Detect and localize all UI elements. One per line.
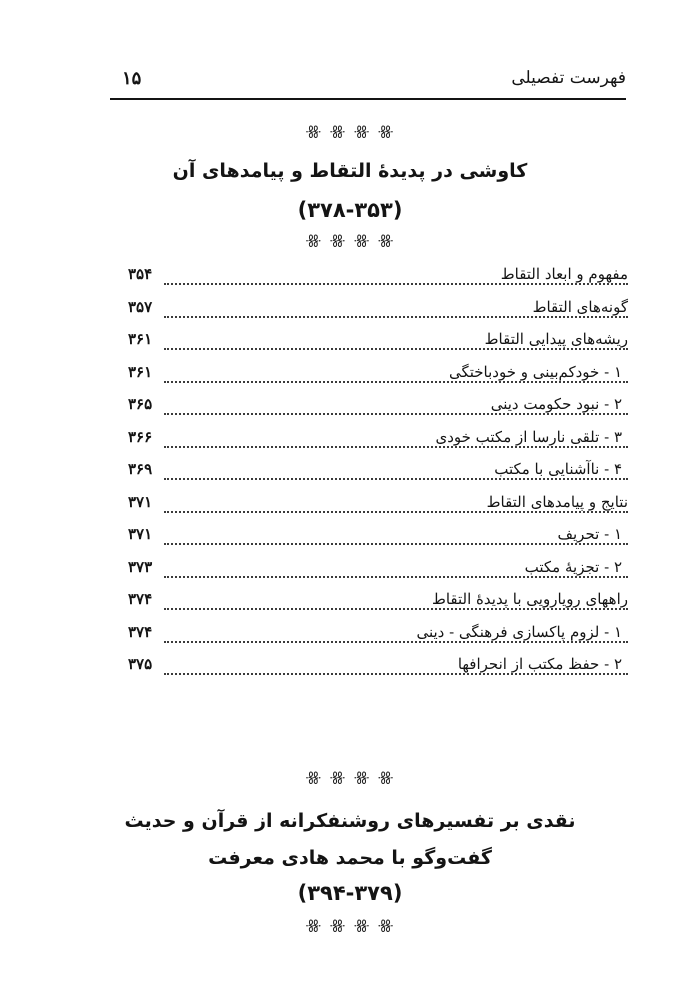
toc-entry-page: ۳۶۱: [128, 330, 153, 348]
toc-entry-title: ۲ - نبود حکومت دینی: [487, 395, 622, 413]
toc-entry-title: ۲ - تجزیهٔ مکتب: [521, 558, 622, 576]
toc-entry-title: ۳ - تلقی نارسا از مکتب خودی: [431, 428, 622, 446]
toc-entry-title: نتایج و پیامدهای التقاط: [483, 493, 628, 511]
toc-entry-title: ۱ - لزوم پاکسازی فرهنگی - دینی: [412, 623, 622, 641]
toc-subentry[interactable]: [128, 621, 628, 654]
page-number: ۱۵: [122, 68, 142, 89]
dot-leader: [164, 673, 628, 675]
toc-subentry[interactable]: [128, 393, 628, 426]
toc-entry-page: ۳۷۴: [128, 622, 153, 641]
dot-leader: [164, 316, 628, 318]
toc-entry[interactable]: [128, 328, 628, 361]
toc-entry[interactable]: [128, 588, 628, 621]
dot-leader: [164, 478, 628, 480]
dot-leader: [164, 641, 628, 643]
toc-subentry[interactable]: [128, 523, 628, 556]
toc-entry-page: ۳۵۴: [128, 265, 153, 283]
dot-leader: [164, 608, 628, 610]
toc-entry-title: ۴ - ناآشنایی با مکتب: [490, 460, 622, 478]
ornament-divider: ꗥ ꗥ ꗥ ꗥ: [305, 232, 395, 252]
toc-entry-page: ۳۷۱: [128, 525, 153, 543]
toc-subentry[interactable]: [128, 426, 628, 459]
ornament-divider: ꗥ ꗥ ꗥ ꗥ: [305, 123, 395, 143]
dot-leader: [164, 446, 628, 448]
section-page-range: (۳۹۴-۳۷۹): [297, 881, 403, 905]
section-page-range: (۳۷۸-۳۵۳): [297, 198, 403, 222]
toc-entry-title: ۲ - حفظ مکتب از انحرافها: [454, 655, 622, 673]
toc-entry-page: ۳۶۶: [128, 427, 153, 446]
dot-leader: [164, 283, 628, 285]
toc-entry-page: ۳۵۷: [128, 297, 153, 316]
toc-entry-page: ۳۷۳: [128, 557, 153, 576]
toc-entry-title: مفهوم و ابعاد التقاط: [497, 265, 628, 283]
header-rule: [110, 98, 626, 100]
section-title: نقدی بر تفسیرهای روشنفکرانه از قرآن و حدیث: [124, 810, 576, 832]
header-title: فهرست تفصیلی: [511, 68, 626, 88]
toc-entry-title: ۱ - تحریف: [553, 525, 622, 543]
table-of-contents: [128, 263, 628, 686]
toc-entry-page: ۳۷۱: [128, 492, 153, 511]
toc-entry[interactable]: [128, 263, 628, 296]
toc-subentry[interactable]: [128, 653, 628, 686]
toc-subentry[interactable]: [128, 556, 628, 589]
toc-entry-page: ۳۷۴: [128, 590, 153, 608]
dot-leader: [164, 413, 628, 415]
ornament-divider: ꗥ ꗥ ꗥ ꗥ: [305, 769, 395, 789]
toc-entry[interactable]: [128, 296, 628, 329]
section-title: کاوشی در پدیدهٔ التقاط و پیامدهای آن: [172, 160, 528, 182]
toc-entry-page: ۳۶۱: [128, 362, 153, 381]
toc-entry-page: ۳۶۹: [128, 460, 153, 478]
toc-subentry[interactable]: [128, 458, 628, 491]
dot-leader: [164, 543, 628, 545]
dot-leader: [164, 381, 628, 383]
dot-leader: [164, 511, 628, 513]
toc-entry[interactable]: [128, 491, 628, 524]
section-subtitle: گفت‌وگو با محمد هادی معرفت: [208, 847, 492, 869]
toc-subentry[interactable]: [128, 361, 628, 394]
dot-leader: [164, 576, 628, 578]
ornament-divider: ꗥ ꗥ ꗥ ꗥ: [305, 917, 395, 937]
toc-entry-title: ۱ - خودکم‌بینی و خودباختگی: [445, 363, 622, 381]
toc-entry-page: ۳۶۵: [128, 395, 153, 413]
toc-entry-title: راههای رویارویی با پدیدهٔ التقاط: [428, 590, 628, 608]
running-header: [110, 68, 626, 98]
toc-entry-title: ریشه‌های پیدایی التقاط: [481, 330, 628, 348]
toc-entry-title: گونه‌های التقاط: [529, 298, 628, 316]
dot-leader: [164, 348, 628, 350]
toc-entry-page: ۳۷۵: [128, 655, 153, 673]
